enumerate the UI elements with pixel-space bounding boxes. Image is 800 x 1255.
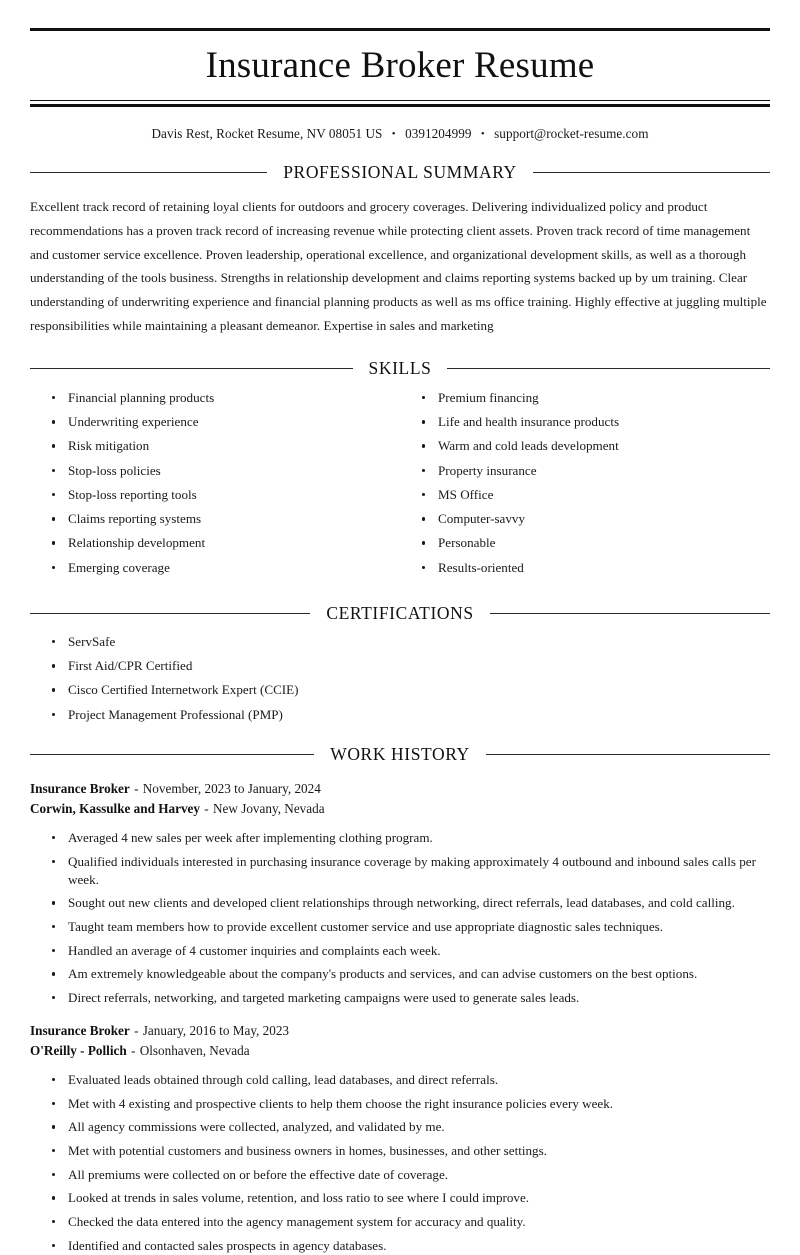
job-bullets — [30, 1071, 770, 1255]
list-item: MS Office — [422, 486, 770, 504]
list-item: Identified and contacted sales prospects in agency databases. — [52, 1237, 770, 1255]
skills-column-right — [400, 389, 770, 583]
section-certifications — [30, 603, 770, 724]
list-item: Sought out new clients and developed client relationships through networking, direct referrals, lead databases, and cold calling. — [52, 894, 770, 912]
job-company-line — [30, 799, 770, 819]
page-title: Insurance Broker Resume — [205, 45, 595, 86]
heading-rule-left — [30, 368, 353, 369]
list-item: Results-oriented — [422, 559, 770, 577]
list-item: ServSafe — [52, 633, 770, 651]
summary-text: Excellent track record of retaining loyal clients for outdoors and grocery coverages. Delivering individualized policy and product recommendations has a proven track record of increasing revenue while protecting client assets. Proven track record of time management and customer service excellence. Proven leadership, operational excellence, and organizational development skills, as well as a thorough understanding of the tools business. Strengths in relationship development and claims reporting systems backed up by um training. Clear understanding of underwriting experience and financial planning products as well as ms office training. Highly effective at juggling multiple responsibilities while maintaining a pleasant demeanor. Expertise in sales and marketing — [30, 199, 767, 334]
heading-rule-left — [30, 613, 310, 614]
list-item: Claims reporting systems — [52, 510, 400, 528]
skills-columns — [30, 389, 770, 583]
list-item: Warm and cold leads development — [422, 437, 770, 455]
section-title-summary: PROFESSIONAL SUMMARY — [283, 162, 517, 182]
heading-rule-left — [30, 754, 314, 755]
masthead-bottom-rule — [30, 100, 770, 107]
list-item: Risk mitigation — [52, 437, 400, 455]
section-heading-certifications — [30, 603, 770, 624]
contact-email: support@rocket-resume.com — [494, 126, 649, 141]
list-item: Project Management Professional (PMP) — [52, 706, 770, 724]
job-company: Corwin, Kassulke and Harvey — [30, 800, 200, 816]
job-title: Insurance Broker — [30, 780, 130, 796]
work-history-entry — [30, 779, 770, 1007]
work-history-entry — [30, 1021, 770, 1255]
contact-phone: 0391204999 — [405, 126, 472, 141]
resume-page — [0, 28, 800, 1253]
job-company-line — [30, 1041, 770, 1061]
list-item: Qualified individuals interested in purchasing insurance coverage by making approximately 4 outbound and inbound sales calls per week. — [52, 853, 770, 889]
section-professional-summary — [30, 162, 770, 338]
skills-column-left — [30, 389, 400, 583]
skills-list-right — [400, 389, 770, 577]
list-item: Looked at trends in sales volume, retention, and loss ratio to see where I could improve. — [52, 1189, 770, 1207]
skills-list-left — [30, 389, 400, 577]
masthead-rule-thick — [30, 104, 770, 107]
section-heading-skills — [30, 358, 770, 379]
list-item: Am extremely knowledgeable about the company's products and services, and can advise customers on the best options. — [52, 965, 770, 983]
contact-address: Davis Rest, Rocket Resume, NV 08051 US — [151, 126, 383, 141]
contact-line — [30, 126, 770, 142]
heading-rule-right — [447, 368, 770, 369]
list-item: Met with 4 existing and prospective clients to help them choose the right insurance policies every week. — [52, 1095, 770, 1113]
job-dash: - — [134, 1022, 139, 1038]
list-item: Met with potential customers and business owners in homes, businesses, and other settings. — [52, 1142, 770, 1160]
list-item: Handled an average of 4 customer inquiries and complaints each week. — [52, 942, 770, 960]
list-item: Averaged 4 new sales per week after implementing clothing program. — [52, 829, 770, 847]
list-item: Stop-loss reporting tools — [52, 486, 400, 504]
section-title-work-history: WORK HISTORY — [330, 743, 470, 764]
section-heading-summary — [30, 162, 770, 183]
section-skills — [30, 358, 770, 583]
list-item: Checked the data entered into the agency management system for accuracy and quality. — [52, 1213, 770, 1231]
job-location: Olsonhaven, Nevada — [139, 1043, 250, 1059]
list-item: Computer-savvy — [422, 510, 770, 528]
list-item: All agency commissions were collected, analyzed, and validated by me. — [52, 1118, 770, 1136]
list-item: Underwriting experience — [52, 413, 400, 431]
contact-separator-1: • — [391, 127, 396, 140]
contact-separator-2: • — [480, 127, 485, 140]
job-title-line — [30, 1021, 770, 1041]
certifications-list — [30, 633, 770, 724]
list-item: Evaluated leads obtained through cold calling, lead databases, and direct referrals. — [52, 1071, 770, 1089]
job-location: New Jovany, Nevada — [213, 800, 325, 816]
list-item: Financial planning products — [52, 389, 400, 407]
list-item: Emerging coverage — [52, 559, 400, 577]
job-dash: - — [134, 780, 139, 796]
job-bullets — [30, 829, 770, 1007]
heading-rule-left — [30, 172, 267, 173]
section-title-certifications: CERTIFICATIONS — [326, 602, 474, 623]
heading-rule-right — [490, 613, 770, 614]
section-title-skills: SKILLS — [368, 357, 432, 378]
job-title-line — [30, 779, 770, 799]
masthead-rule-thin — [30, 100, 770, 101]
list-item: All premiums were collected on or before the effective date of coverage. — [52, 1166, 770, 1184]
list-item: Taught team members how to provide excellent customer service and use appropriate diagnostic sales techniques. — [52, 918, 770, 936]
list-item: Direct referrals, networking, and targeted marketing campaigns were used to generate sales leads. — [52, 989, 770, 1007]
list-item: Stop-loss policies — [52, 462, 400, 480]
job-dash: - — [204, 800, 209, 816]
section-heading-work-history — [30, 744, 770, 765]
list-item: Property insurance — [422, 462, 770, 480]
job-title: Insurance Broker — [30, 1022, 130, 1038]
section-work-history — [30, 744, 770, 1255]
list-item: First Aid/CPR Certified — [52, 657, 770, 675]
job-dash: - — [131, 1043, 136, 1059]
heading-rule-right — [533, 172, 770, 173]
list-item: Cisco Certified Internetwork Expert (CCIE) — [52, 681, 770, 699]
list-item: Life and health insurance products — [422, 413, 770, 431]
list-item: Personable — [422, 534, 770, 552]
list-item: Premium financing — [422, 389, 770, 407]
heading-rule-right — [486, 754, 770, 755]
list-item: Relationship development — [52, 534, 400, 552]
job-company: O'Reilly - Pollich — [30, 1043, 127, 1059]
job-dates: January, 2016 to May, 2023 — [142, 1022, 290, 1038]
job-dates: November, 2023 to January, 2024 — [142, 780, 321, 796]
